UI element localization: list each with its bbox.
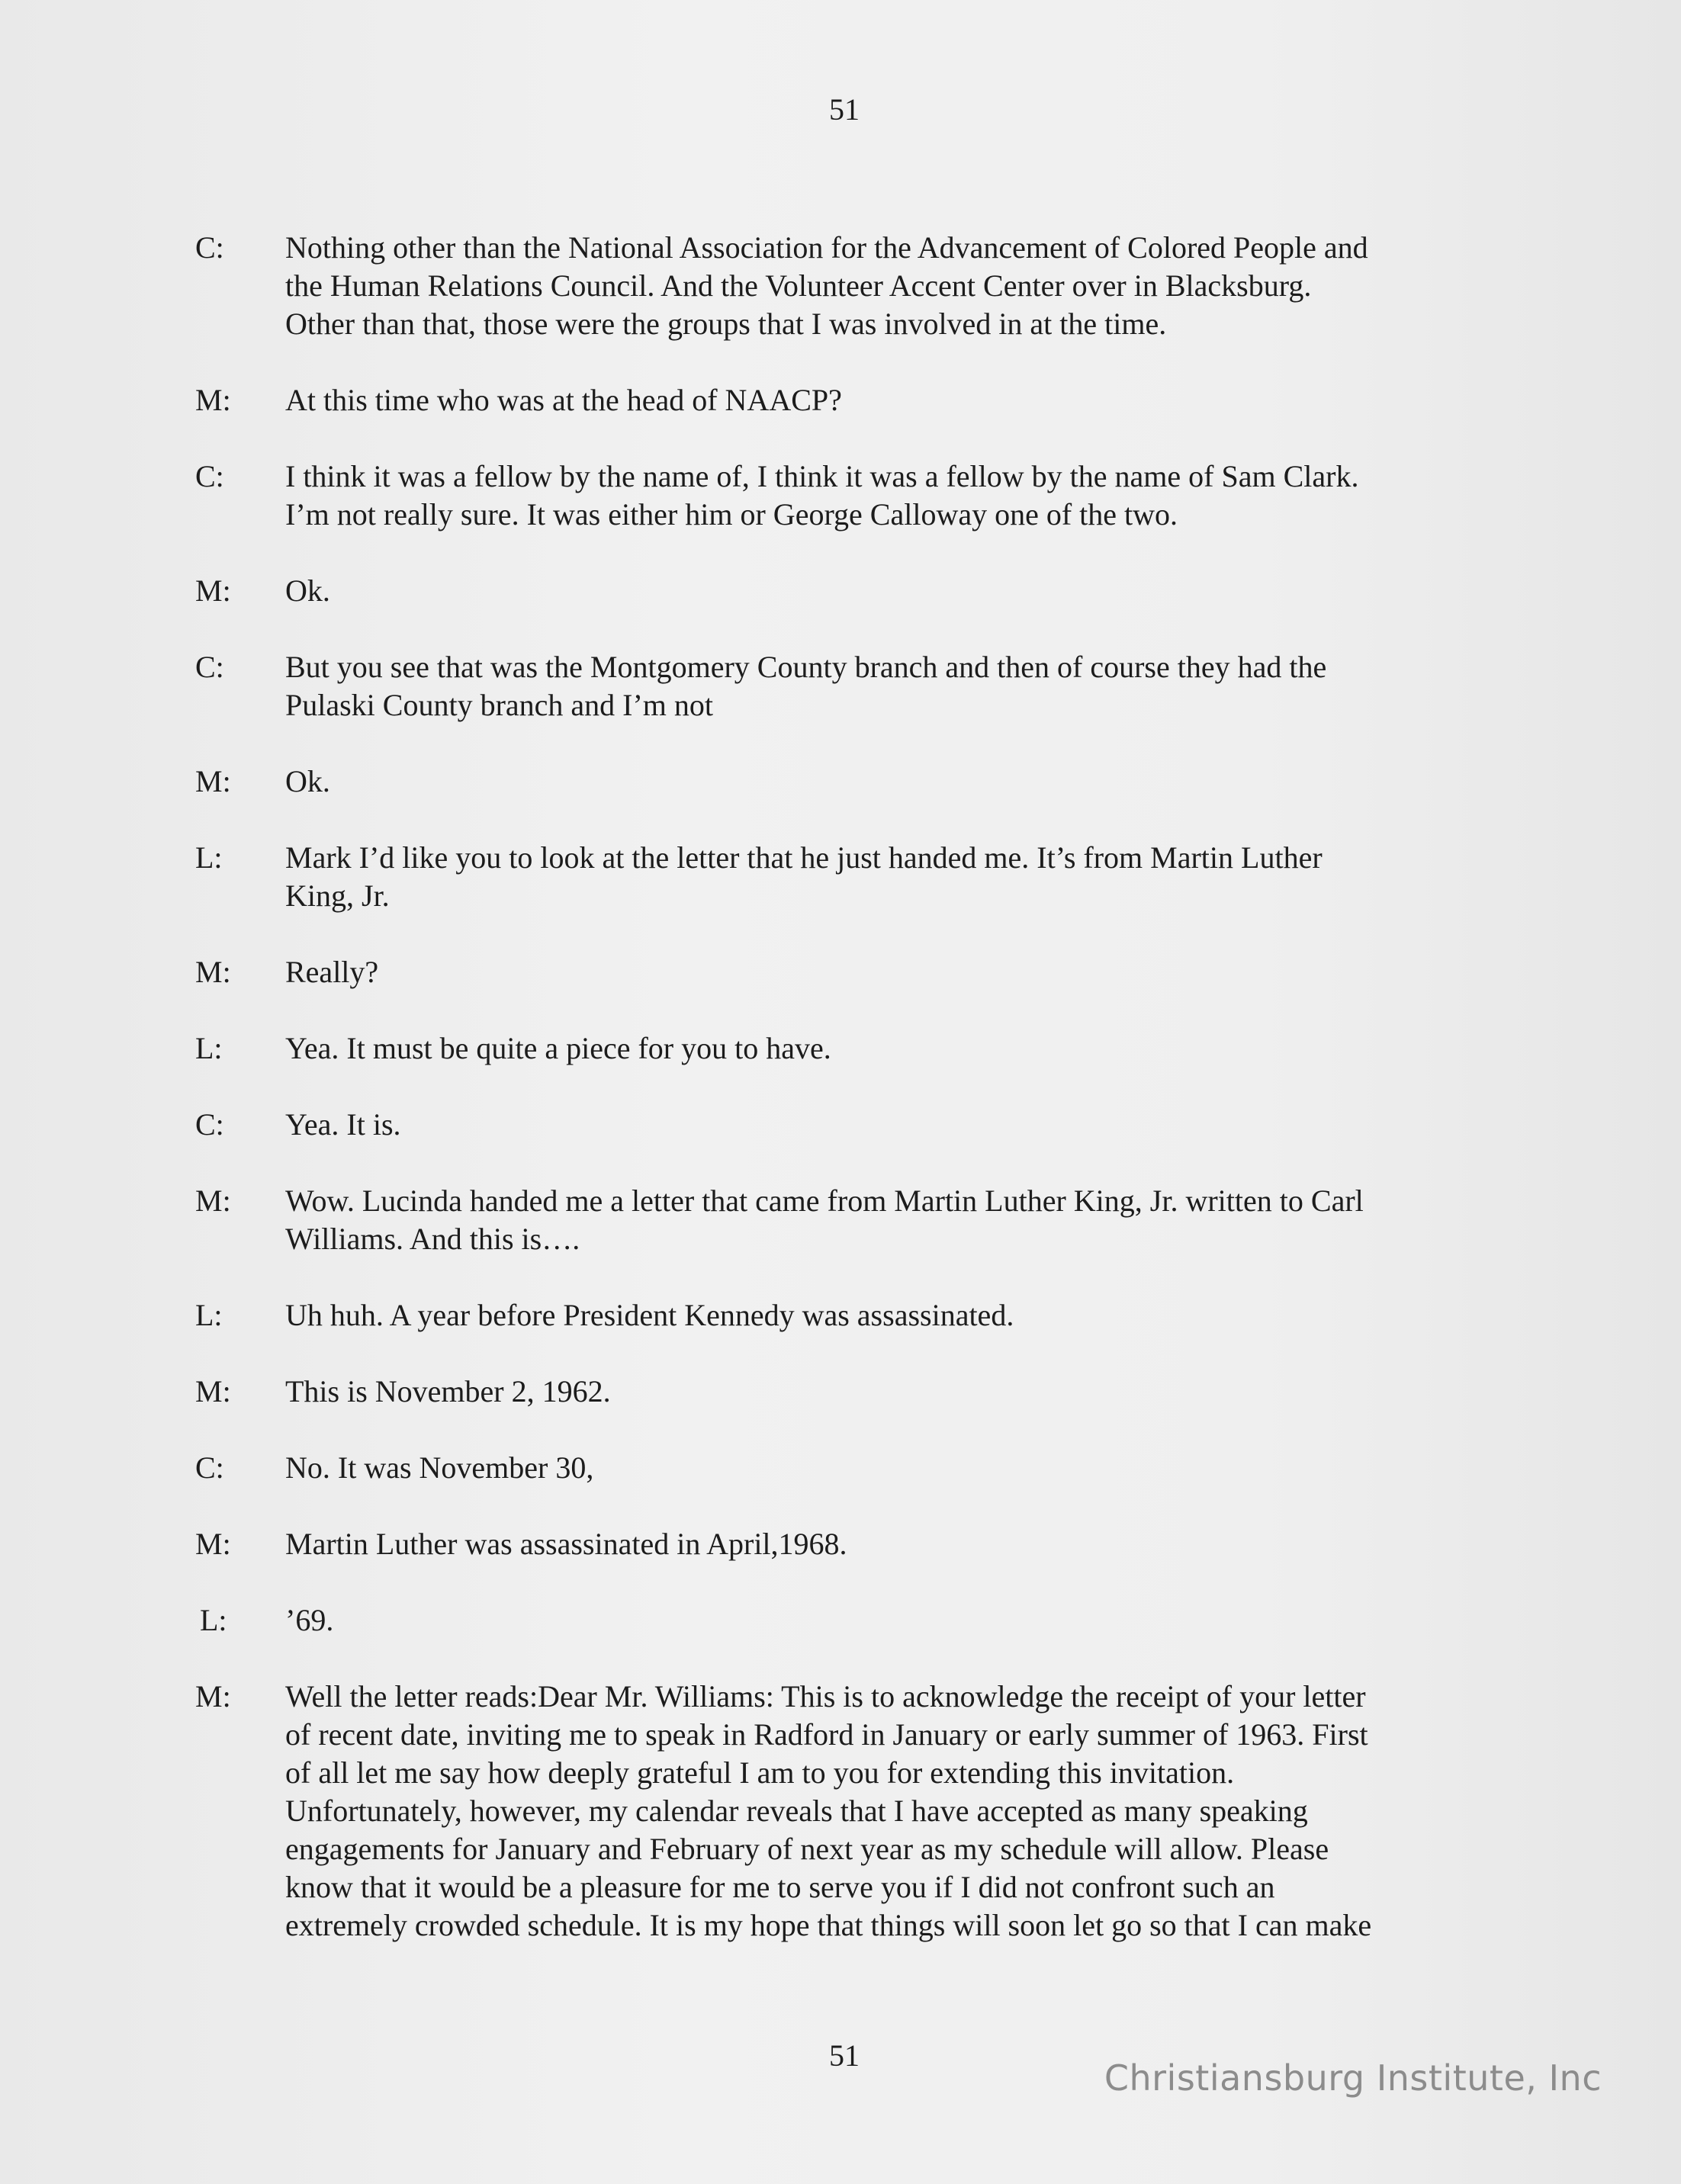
transcript-entry (195, 953, 1492, 991)
transcript-entry (195, 763, 1492, 801)
speech-line: Other than that, those were the groups that I was involved in at the time. (285, 307, 1167, 341)
speaker-label: M: (195, 573, 231, 608)
speech-text (285, 839, 1492, 915)
speaker-label: M: (195, 955, 231, 989)
transcript-entry (195, 458, 1492, 534)
transcript-entry (195, 648, 1492, 724)
speaker-label: L: (195, 1298, 223, 1332)
speech-line: Unfortunately, however, my calendar reveals that I have accepted as many speaking (285, 1794, 1308, 1828)
speech-text (285, 763, 1492, 801)
speech-text (285, 648, 1492, 724)
transcript-entry (195, 1449, 1492, 1487)
transcript-entry (195, 1106, 1492, 1144)
speaker-label: C: (195, 1450, 224, 1485)
speaker-label: C: (195, 230, 224, 265)
watermark-text: Christiansburg Institute, Inc (1104, 2057, 1602, 2099)
speech-line: Yea. It is. (285, 1107, 401, 1142)
speech-line: of all let me say how deeply grateful I am to you for extending this invitation. (285, 1755, 1235, 1790)
speech-text (285, 1373, 1492, 1411)
speech-line: Well the letter reads:Dear Mr. Williams: This is to acknowledge the receipt of your letter (285, 1679, 1366, 1713)
speech-text (285, 1449, 1492, 1487)
speaker-label: M: (195, 1527, 231, 1561)
speech-line: At this time who was at the head of NAACP? (285, 383, 842, 417)
transcript-entry (195, 1678, 1492, 1945)
speech-line: King, Jr. (285, 878, 390, 913)
speaker-label: M: (195, 1374, 231, 1408)
transcript-entry (195, 1601, 1492, 1640)
speaker-label: L: (195, 840, 223, 875)
speech-line: Yea. It must be quite a piece for you to have. (285, 1031, 831, 1065)
speech-line: Wow. Lucinda handed me a letter that came from Martin Luther King, Jr. written to Carl (285, 1184, 1364, 1218)
speech-line: This is November 2, 1962. (285, 1374, 611, 1408)
speaker-label: C: (195, 650, 224, 684)
speech-text (285, 458, 1492, 534)
transcript-entry (195, 839, 1492, 915)
speaker-label: M: (195, 764, 231, 798)
speech-line: Pulaski County branch and I’m not (285, 688, 714, 722)
speech-line: No. It was November 30, (285, 1450, 594, 1485)
transcript-entry (195, 1029, 1492, 1068)
speech-line: the Human Relations Council. And the Volunteer Accent Center over in Blacksburg. (285, 268, 1312, 303)
speech-line: But you see that was the Montgomery County branch and then of course they had the (285, 650, 1327, 684)
transcript-entry (195, 1296, 1492, 1334)
speech-line: of recent date, inviting me to speak in Radford in January or early summer of 1963. First (285, 1717, 1368, 1752)
speech-text (285, 1106, 1492, 1144)
speech-line: Martin Luther was assassinated in April,1968. (285, 1527, 847, 1561)
speaker-label: L: (195, 1031, 223, 1065)
speech-line: engagements for January and February of next year as my schedule will allow. Please (285, 1832, 1329, 1866)
transcript-entry (195, 572, 1492, 610)
speaker-label: M: (195, 1184, 231, 1218)
speech-line: Ok. (285, 573, 330, 608)
speech-line: I’m not really sure. It was either him or George Calloway one of the two. (285, 497, 1178, 532)
speech-line: Williams. And this is…. (285, 1222, 580, 1256)
speaker-label: M: (195, 1679, 231, 1713)
transcript-entry (195, 229, 1492, 343)
speech-text (285, 1296, 1492, 1334)
transcript-entry (195, 1182, 1492, 1258)
speech-text (285, 1678, 1492, 1945)
transcript-entry (195, 1525, 1492, 1563)
speech-text (285, 1601, 1492, 1640)
page-number-bottom: 51 (829, 2038, 860, 2073)
speech-text (285, 229, 1492, 343)
transcript-entry (195, 1373, 1492, 1411)
speaker-label: L: (200, 1603, 227, 1637)
speech-text (285, 953, 1492, 991)
speech-text (285, 572, 1492, 610)
speech-line: I think it was a fellow by the name of, I think it was a fellow by the name of Sam Clark. (285, 459, 1359, 493)
speech-text (285, 1525, 1492, 1563)
speech-line: Nothing other than the National Association for the Advancement of Colored People and (285, 230, 1368, 265)
speech-line: Really? (285, 955, 379, 989)
speech-text (285, 1182, 1492, 1258)
speech-text (285, 381, 1492, 419)
speech-line: know that it would be a pleasure for me to serve you if I did not confront such an (285, 1870, 1275, 1904)
speech-line: Uh huh. A year before President Kennedy was assassinated. (285, 1298, 1014, 1332)
speech-line: Mark I’d like you to look at the letter that he just handed me. It’s from Martin Luther (285, 840, 1323, 875)
speech-text (285, 1029, 1492, 1068)
transcript-entry (195, 381, 1492, 419)
transcript (195, 229, 1492, 1945)
speaker-label: C: (195, 459, 224, 493)
page-number-top: 51 (829, 92, 860, 127)
speaker-label: C: (195, 1107, 224, 1142)
speech-line: ’69. (285, 1603, 334, 1637)
speaker-label: M: (195, 383, 231, 417)
speech-line: extremely crowded schedule. It is my hope that things will soon let go so that I can make (285, 1908, 1372, 1942)
speech-line: Ok. (285, 764, 330, 798)
